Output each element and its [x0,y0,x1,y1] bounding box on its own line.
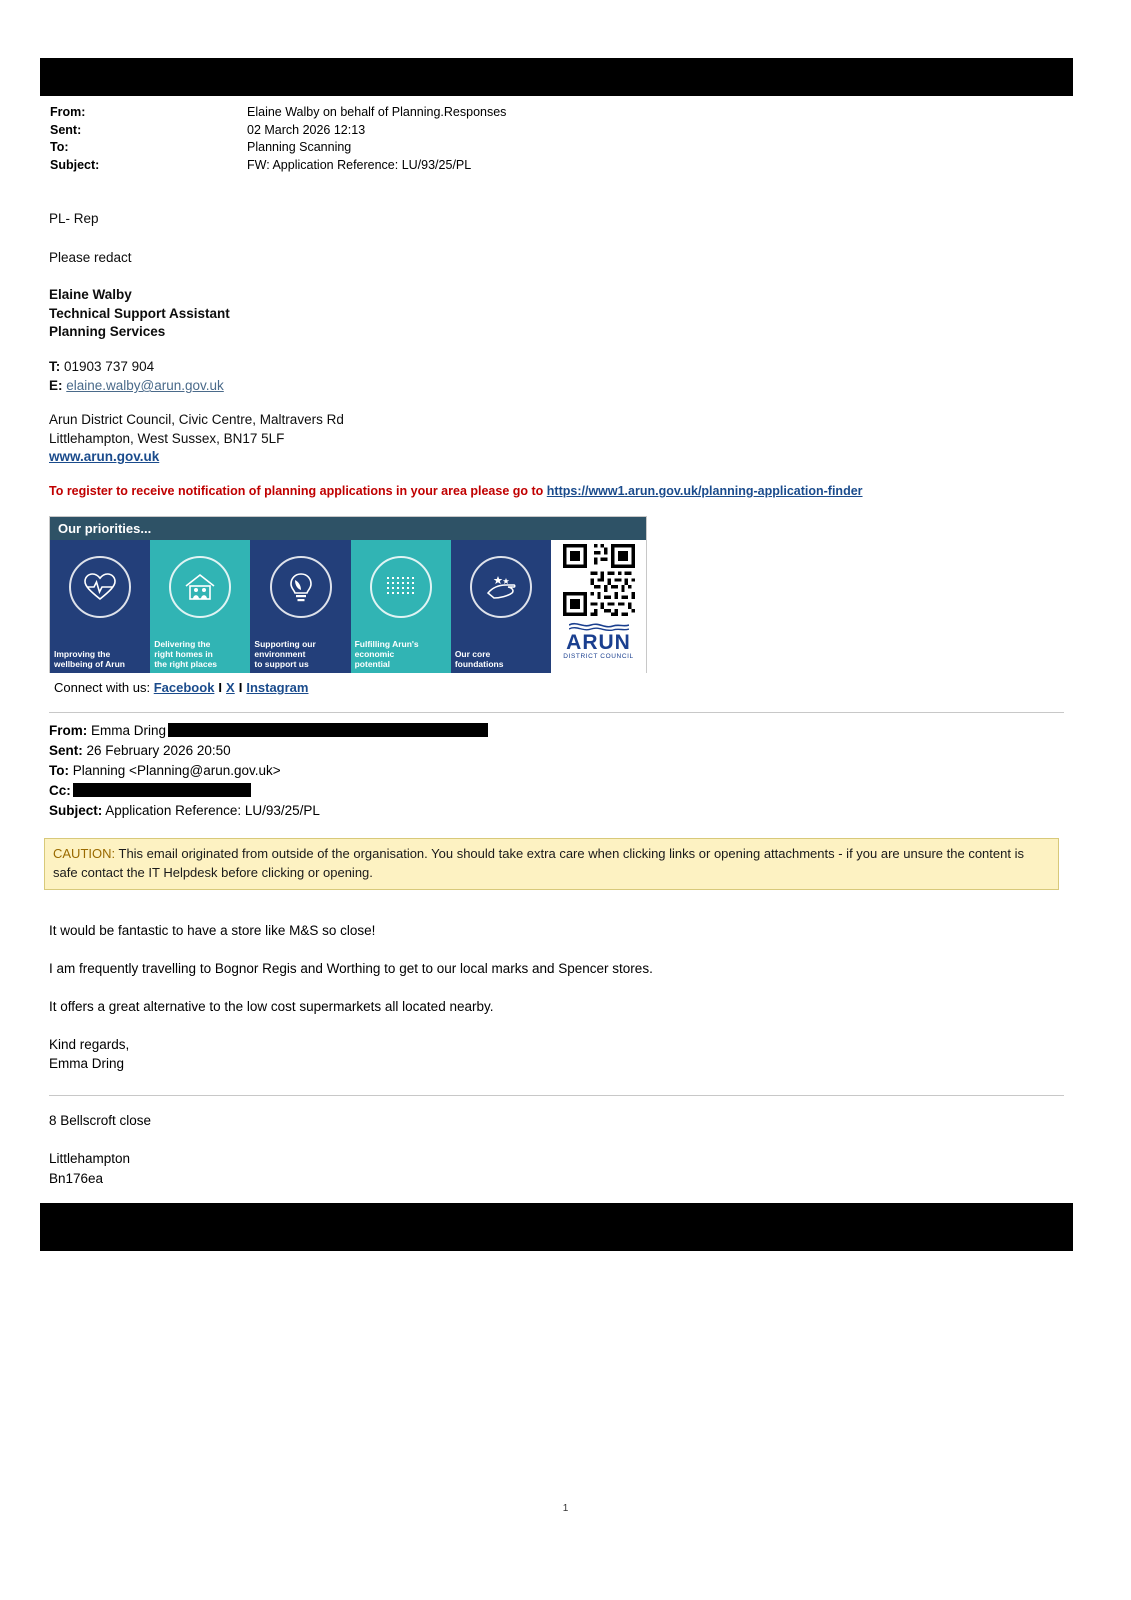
bottom-redaction-bar [40,1203,1073,1251]
sender-address-line-2: Littlehampton [49,1151,131,1166]
email-label: E: [49,378,63,393]
divider-bottom [49,1095,1064,1096]
forwarded-value-from: Emma Dring [91,723,167,738]
divider-top [49,712,1064,713]
facebook-link[interactable]: Facebook [153,680,215,695]
priority-caption-environment: Supporting our environment to support us [254,639,316,669]
address-line-1: Arun District Council, Civic Centre, Maltravers Rd [49,412,344,427]
signature-address [49,411,344,467]
signature-email-line [49,376,224,395]
x-link[interactable]: X [226,680,235,695]
forwarded-label-cc: Cc: [49,783,71,798]
connect-separator-2: I [238,680,243,695]
signature-block [49,286,230,342]
header-row-sent [50,122,1050,140]
connect-label: Connect with us: [54,680,151,695]
forwarded-label-sent: Sent: [49,743,83,758]
priority-cell-economic [351,540,451,673]
message-paragraph-2: I am frequently travelling to Bognor Regis and Worthing to get to our local marks and Spencer stores. [49,961,653,976]
header-value-subject: FW: Application Reference: LU/93/25/PL [247,157,472,172]
house-family-icon [169,556,231,618]
priority-caption-economic: Fulfilling Arun's economic potential [354,639,419,669]
register-notice [49,482,863,501]
header-label-sent: Sent: [50,122,82,137]
phone-label: T: [49,359,61,374]
arun-logo-name: ARUN [566,631,631,654]
hand-stars-icon [470,556,532,618]
forwarded-row-sent [49,741,1069,761]
header-row-from [50,104,1050,122]
forwarded-label-from: From: [49,723,88,738]
message-paragraph-1: It would be fantastic to have a store like M&S so close! [49,923,376,938]
signature-phone-line [49,357,224,376]
priority-caption-wellbeing: Improving the wellbeing of Arun [54,649,125,669]
forwarded-value-sent: 26 February 2026 20:50 [86,743,231,758]
connect-with-us [54,679,308,696]
arun-logo-subtitle: DISTRICT COUNCIL [563,653,634,660]
header-value-sent: 02 March 2026 12:13 [247,122,366,137]
priority-cell-foundations [451,540,551,673]
forwarded-row-to [49,761,1069,781]
forwarded-row-cc [49,781,1069,801]
forwarded-message-header [49,721,1069,821]
signature-contact [49,357,224,395]
cc-redaction-bar [73,783,251,797]
signature-name: Elaine Walby [49,287,132,302]
qr-code-icon [563,544,635,616]
arun-district-council-logo [563,622,634,661]
wave-icon [569,622,629,631]
header-value-from: Elaine Walby on behalf of Planning.Responses [247,105,507,119]
from-redaction-bar [168,723,488,737]
signature-department: Planning Services [49,324,166,339]
heartbeat-icon [69,556,131,618]
priorities-banner [49,516,647,673]
page-number: 1 [562,1503,569,1514]
message-paragraph-3: It offers a great alternative to the low cost supermarkets all located nearby. [49,999,494,1014]
connect-separator-1: I [218,680,223,695]
forwarded-label-subject: Subject: [49,803,103,818]
header-row-subject [50,157,1050,175]
sender-address-line-3: Bn176ea [49,1170,104,1186]
register-notice-text: To register to receive notification of planning applications in your area please go to [49,484,547,498]
header-value-to: Planning Scanning [247,140,352,154]
priorities-cells [50,540,646,673]
address-line-2: Littlehampton, West Sussex, BN17 5LF [49,430,285,446]
caution-banner [44,838,1059,890]
instagram-link[interactable]: Instagram [246,680,309,695]
forwarded-value-to: Planning <Planning@arun.gov.uk> [72,763,281,778]
priority-cell-environment [250,540,350,673]
note-please-redact: Please redact [49,250,132,265]
header-label-subject: Subject: [50,157,100,172]
header-row-to [50,139,1050,157]
caution-text: This email originated from outside of the organisation. You should take extra care when clicking links or opening attachments - if you are unsure the content is safe contact the IT Helpdesk before clicking or opening. [53,846,1024,880]
caution-label: CAUTION: [53,846,116,861]
top-redaction-bar [40,58,1073,96]
priority-cell-homes [150,540,250,673]
forwarded-value-subject: Application Reference: LU/93/25/PL [105,803,320,818]
email-link[interactable]: elaine.walby@arun.gov.uk [66,378,224,393]
sender-address-line-1: 8 Bellscroft close [49,1113,152,1128]
signature-role: Technical Support Assistant [49,305,230,321]
message-sign-off [49,1035,129,1073]
header-label-from: From: [50,105,86,119]
forwarded-row-from [49,721,1069,741]
header-label-to: To: [50,140,69,154]
priority-cell-wellbeing [50,540,150,673]
sign-off-line-1: Kind regards, [49,1037,130,1052]
sign-off-line-2: Emma Dring [49,1056,125,1071]
grid-dots-icon [370,556,432,618]
email-header-table [50,104,1050,174]
forwarded-row-subject [49,801,1069,821]
leaf-bulb-icon [270,556,332,618]
sender-address-block [49,1149,130,1188]
planning-application-finder-link[interactable]: https://www1.arun.gov.uk/planning-application-finder [546,484,863,498]
phone-value: 01903 737 904 [64,359,155,374]
arun-logo-cell [551,540,646,673]
priorities-banner-title: Our priorities... [50,517,646,540]
priority-caption-foundations: Our core foundations [454,649,504,669]
note-pl-rep: PL- Rep [49,211,99,226]
forwarded-label-to: To: [49,763,69,778]
priority-caption-homes: Delivering the right homes in the right places [154,639,218,669]
website-link[interactable]: www.arun.gov.uk [49,449,160,464]
